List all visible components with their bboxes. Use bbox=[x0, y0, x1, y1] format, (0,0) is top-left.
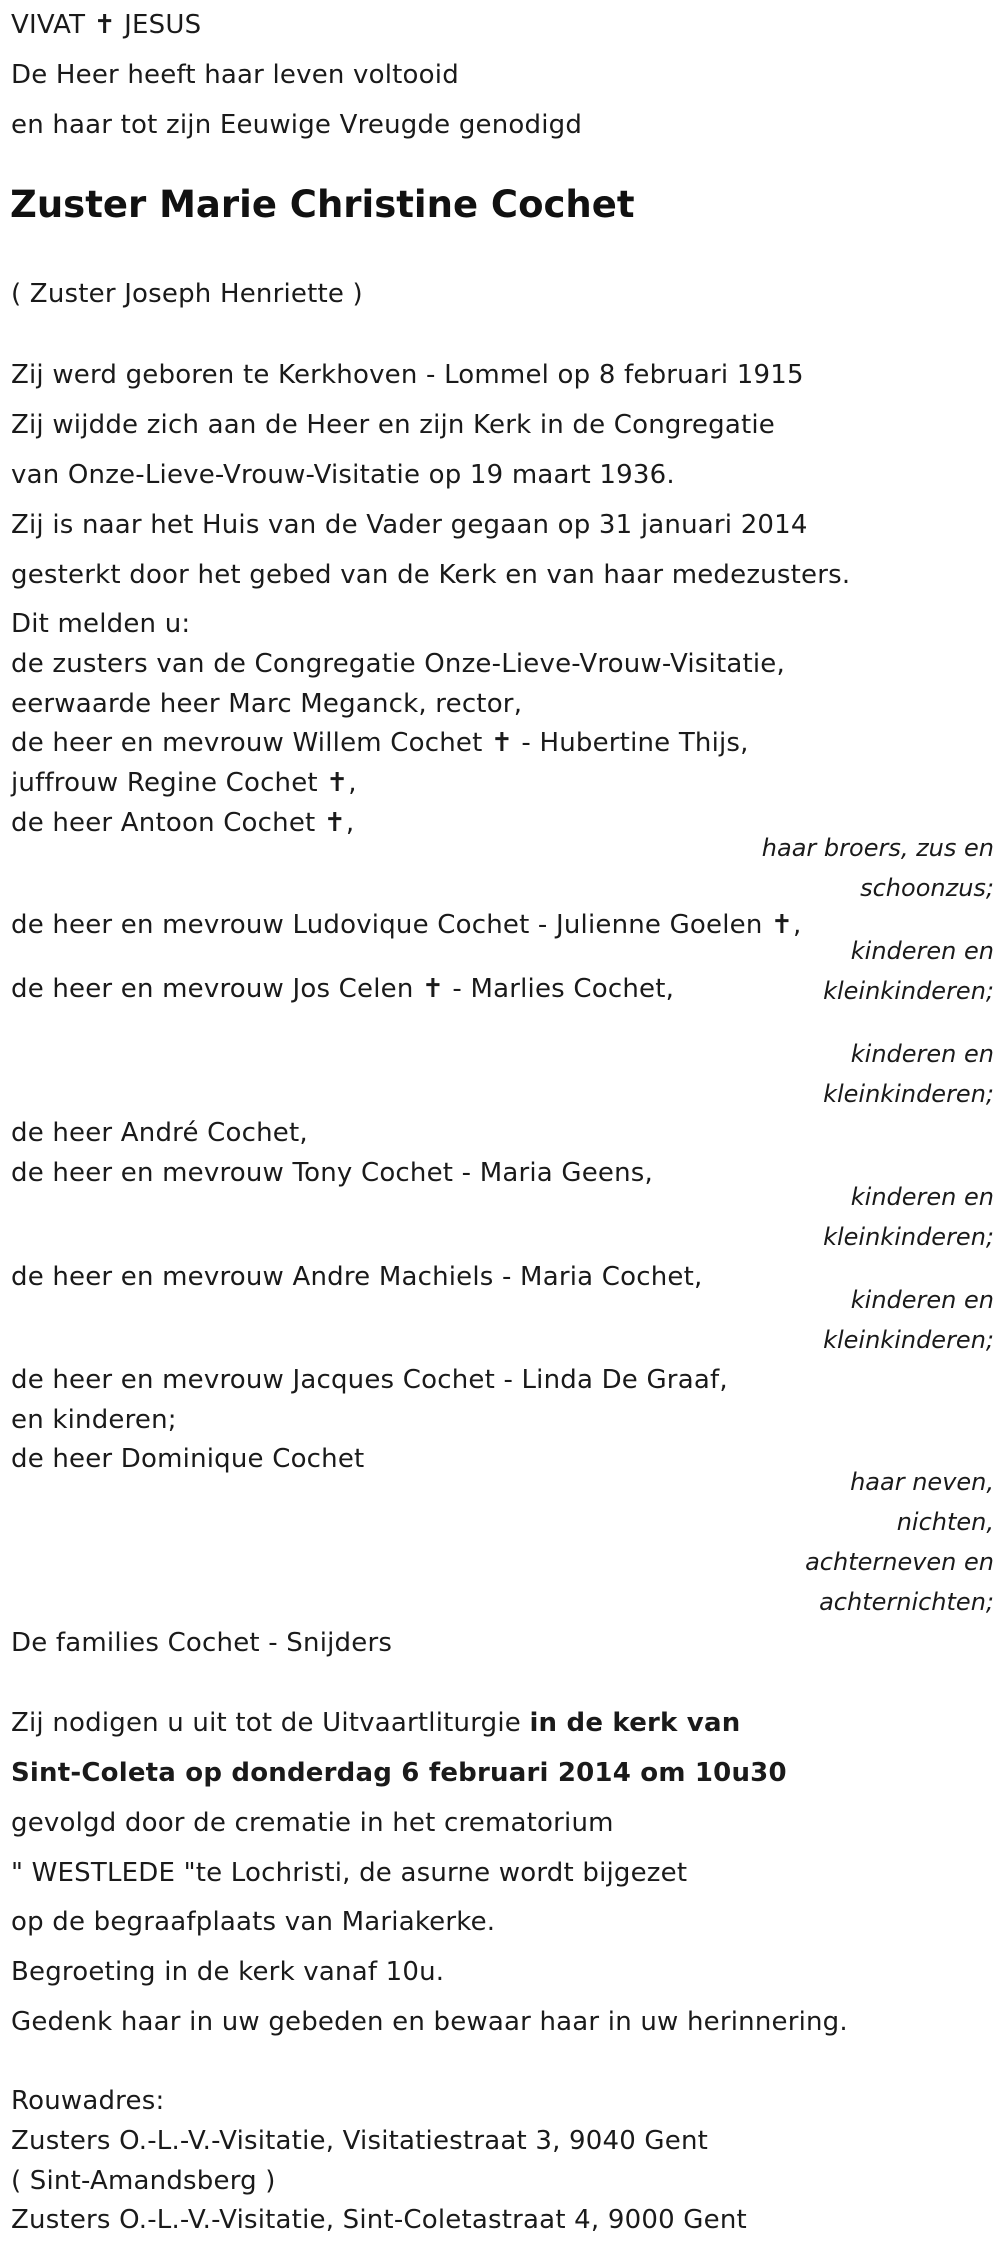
address-line: Zusters O.-L.-V.-Visitatie, Visitatiestraat 3, 9040 Gent bbox=[11, 2126, 709, 2156]
relation-label: kleinkinderen; bbox=[823, 1080, 994, 1108]
deceased-name: Zuster Marie Christine Cochet bbox=[10, 183, 635, 226]
invite-line-1 bbox=[11, 1706, 740, 1740]
relation-label: achternichten; bbox=[819, 1588, 994, 1616]
mourner-line: de zusters van de Congregatie Onze-Lieve-Vrouw-Visitatie, bbox=[11, 649, 785, 679]
bio-line: Zij wijdde zich aan de Heer en zijn Kerk in de Congregatie bbox=[11, 410, 775, 440]
mourner-line: eerwaarde heer Marc Meganck, rector, bbox=[11, 689, 523, 719]
bio-line: Zij werd geboren te Kerkhoven - Lommel op 8 februari 1915 bbox=[11, 360, 804, 390]
relation-label: achterneven en bbox=[805, 1548, 994, 1576]
mourner-line: de heer André Cochet, bbox=[11, 1118, 308, 1148]
mourner-line: en kinderen; bbox=[11, 1405, 177, 1435]
address-line: Zusters O.-L.-V.-Visitatie, Sint-Coletastraat 4, 9000 Gent bbox=[11, 2205, 747, 2235]
mourner-line: de heer en mevrouw Jacques Cochet - Linda De Graaf, bbox=[11, 1365, 728, 1395]
mourner-line: de heer en mevrouw Jos Celen ✝ - Marlies Cochet, bbox=[11, 974, 675, 1004]
invite-line: gevolgd door de crematie in het crematorium bbox=[11, 1808, 614, 1838]
invite-line: Begroeting in de kerk vanaf 10u. bbox=[11, 1957, 445, 1987]
relation-label: kleinkinderen; bbox=[823, 1326, 994, 1354]
families-line: De families Cochet - Snijders bbox=[11, 1628, 393, 1658]
relation-label: kinderen en bbox=[850, 1183, 994, 1211]
relation-label: nichten, bbox=[896, 1508, 994, 1536]
invite-line: op de begraafplaats van Mariakerke. bbox=[11, 1907, 496, 1937]
mourner-line: juffrouw Regine Cochet ✝, bbox=[11, 768, 357, 798]
bio-line: Zij is naar het Huis van de Vader gegaan op 31 januari 2014 bbox=[11, 510, 808, 540]
relation-label: schoonzus; bbox=[860, 874, 994, 902]
mourner-line: de heer en mevrouw Ludovique Cochet - Julienne Goelen ✝, bbox=[11, 910, 802, 940]
invite-line: Gedenk haar in uw gebeden en bewaar haar in uw herinnering. bbox=[11, 2007, 848, 2037]
vivat-jesus-line: VIVAT ✝ JESUS bbox=[11, 10, 202, 40]
religious-name: ( Zuster Joseph Henriette ) bbox=[11, 279, 363, 309]
header-line-2: en haar tot zijn Eeuwige Vreugde genodigd bbox=[11, 110, 583, 140]
mourner-line: de heer Antoon Cochet ✝, bbox=[11, 808, 355, 838]
bio-line: van Onze-Lieve-Vrouw-Visitatie op 19 maart 1936. bbox=[11, 460, 675, 490]
invite-text: Zij nodigen u uit tot de Uitvaartliturgie bbox=[11, 1708, 530, 1738]
invite-line: " WESTLEDE "te Lochristi, de asurne wordt bijgezet bbox=[11, 1858, 688, 1888]
relation-label: kleinkinderen; bbox=[823, 1223, 994, 1251]
invite-date-bold: Sint-Coleta op donderdag 6 februari 2014 om 10u30 bbox=[11, 1758, 787, 1788]
relation-label: kinderen en bbox=[850, 1040, 994, 1068]
mourner-line: de heer en mevrouw Willem Cochet ✝ - Hubertine Thijs, bbox=[11, 728, 749, 758]
invite-church-bold: in de kerk van bbox=[529, 1708, 741, 1738]
mourner-line: de heer en mevrouw Tony Cochet - Maria Geens, bbox=[11, 1158, 654, 1188]
mourner-line: de heer Dominique Cochet bbox=[11, 1444, 365, 1474]
relation-label: kinderen en bbox=[850, 1286, 994, 1314]
mourner-line: de heer en mevrouw Andre Machiels - Maria Cochet, bbox=[11, 1262, 703, 1292]
relation-label: haar broers, zus en bbox=[761, 834, 994, 862]
relation-label: kinderen en bbox=[850, 937, 994, 965]
address-line: ( Sint-Amandsberg ) bbox=[11, 2166, 276, 2196]
announce-label: Dit melden u: bbox=[11, 609, 191, 639]
address-label: Rouwadres: bbox=[11, 2086, 165, 2116]
relation-label: kleinkinderen; bbox=[823, 977, 994, 1005]
relation-label: haar neven, bbox=[850, 1468, 994, 1496]
bio-line: gesterkt door het gebed van de Kerk en van haar medezusters. bbox=[11, 560, 851, 590]
header-line-1: De Heer heeft haar leven voltooid bbox=[11, 60, 459, 90]
